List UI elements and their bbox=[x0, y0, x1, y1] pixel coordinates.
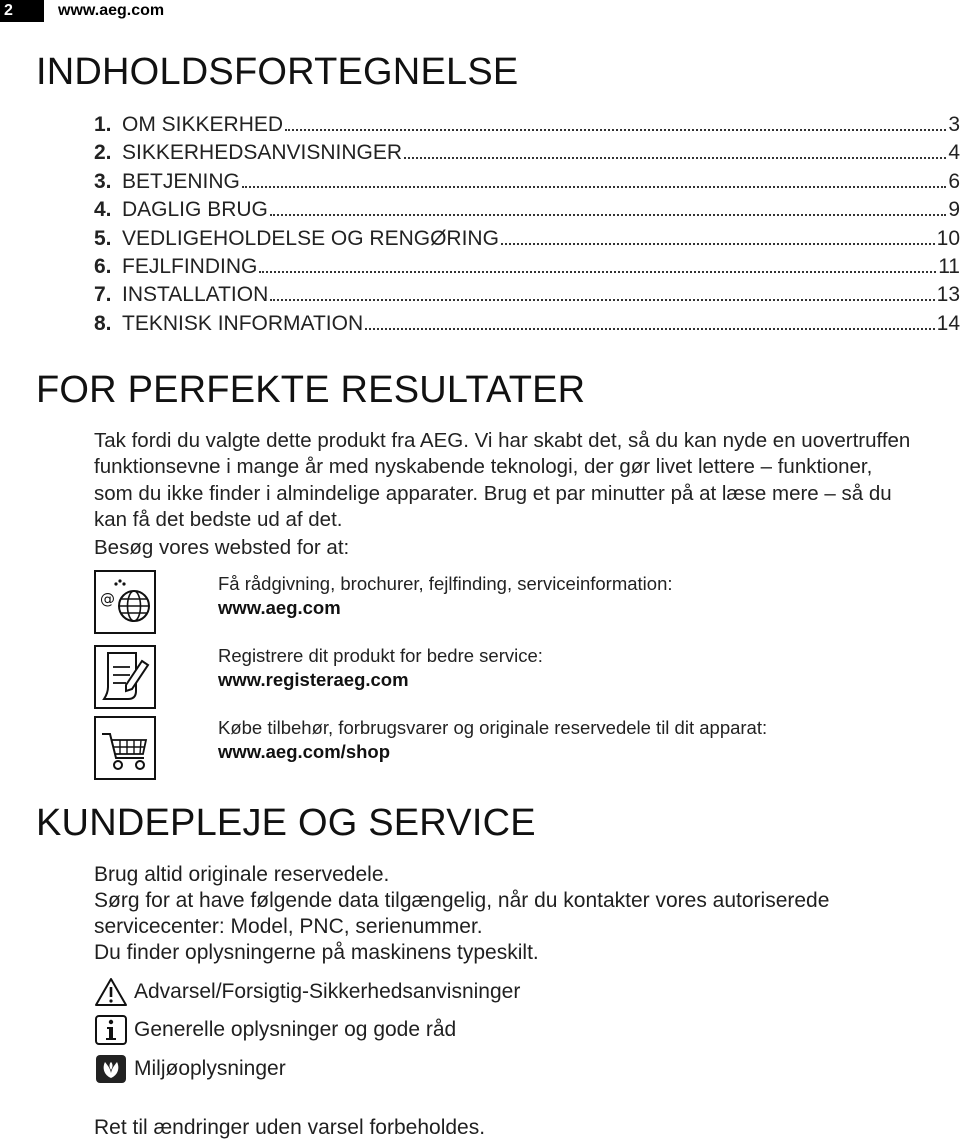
visit-website-text: Besøg vores websted for at: bbox=[94, 536, 350, 559]
care-text-line: servicecenter: Model, PNC, serienummer. bbox=[94, 915, 483, 938]
toc-entry-number: 1. bbox=[94, 113, 112, 136]
toc-entry-title: OM SIKKERHED bbox=[122, 113, 284, 136]
toc-entry[interactable] bbox=[94, 139, 960, 167]
toc-entry-number: 6. bbox=[94, 254, 112, 278]
toc-entry-page: 6 bbox=[948, 169, 960, 193]
service-url-shop[interactable]: www.aeg.com/shop bbox=[218, 741, 391, 762]
toc-entry-title: BETJENING bbox=[122, 169, 240, 193]
toc-leader-dots bbox=[259, 271, 936, 273]
toc-entry-number: 8. bbox=[94, 311, 112, 335]
warning-triangle-icon bbox=[94, 976, 128, 1008]
toc-entry-number: 5. bbox=[94, 226, 112, 250]
toc-leader-dots bbox=[365, 328, 935, 330]
toc-entry-page: 14 bbox=[936, 311, 960, 335]
toc-entry-page: 13 bbox=[936, 283, 960, 307]
info-icon bbox=[94, 1014, 128, 1046]
intro-paragraph: Tak fordi du valgte dette produkt fra AEG. Vi har skabt det, så du kan nyde en uovertruffen funktionsevne i mange år med nyskabende teknologi, der gør livet lettere – funktioner, som du ikke finder i almindelige apparater. Brug et par minutter på at læse mere – så du kan få det bedste ud af det. bbox=[94, 429, 911, 531]
toc-leader-dots bbox=[270, 299, 934, 301]
care-text-line: Brug altid originale reservedele. bbox=[94, 863, 390, 886]
toc-leader-dots bbox=[285, 129, 946, 131]
toc-entry-title: TEKNISK INFORMATION bbox=[122, 311, 364, 335]
toc-entry-number: 7. bbox=[94, 283, 112, 307]
legend-label: Miljøoplysninger bbox=[134, 1057, 286, 1080]
toc-heading: INDHOLDSFORTEGNELSE bbox=[36, 51, 519, 93]
toc-entry-title: DAGLIG BRUG bbox=[122, 198, 268, 222]
web-globe-icon bbox=[94, 570, 156, 634]
toc-entry-title: VEDLIGEHOLDELSE OG RENGØRING bbox=[122, 226, 499, 250]
service-description: Registrere dit produkt for bedre service: bbox=[218, 645, 543, 666]
toc-entry-page: 10 bbox=[936, 226, 960, 250]
footer-disclaimer: Ret til ændringer uden varsel forbeholdes. bbox=[94, 1116, 486, 1139]
service-url-aeg[interactable]: www.aeg.com bbox=[218, 597, 341, 618]
page-number: 2 bbox=[0, 0, 44, 22]
header-site-url[interactable]: www.aeg.com bbox=[58, 2, 165, 19]
care-text-line: Sørg for at have følgende data tilgængelig, når du kontakter vores autoriserede bbox=[94, 889, 830, 912]
environment-leaf-icon bbox=[94, 1053, 128, 1085]
service-description: Købe tilbehør, forbrugsvarer og originale reservedele til dit apparat: bbox=[218, 717, 768, 738]
toc-entry-page: 3 bbox=[948, 113, 960, 136]
toc-entry[interactable] bbox=[94, 281, 960, 309]
registration-form-icon bbox=[94, 645, 156, 709]
toc-entry-number: 4. bbox=[94, 198, 112, 222]
toc-entry-number: 2. bbox=[94, 141, 112, 165]
toc-entry[interactable] bbox=[94, 196, 960, 224]
svg-text:@: @ bbox=[100, 590, 115, 608]
toc-leader-dots bbox=[270, 214, 946, 216]
toc-entry-title: INSTALLATION bbox=[122, 283, 269, 307]
toc-entry[interactable] bbox=[94, 225, 960, 253]
toc-entry-title: FEJLFINDING bbox=[122, 254, 258, 278]
care-heading: KUNDEPLEJE OG SERVICE bbox=[36, 802, 536, 844]
toc-entry[interactable] bbox=[94, 168, 960, 196]
table-of-contents bbox=[94, 111, 960, 338]
toc-entry-number: 3. bbox=[94, 169, 112, 193]
toc-entry-title: SIKKERHEDSANVISNINGER bbox=[122, 141, 403, 165]
service-url-register[interactable]: www.registeraeg.com bbox=[218, 669, 409, 690]
toc-entry-page: 9 bbox=[948, 198, 960, 222]
toc-entry-page: 11 bbox=[938, 254, 960, 278]
care-text-line: Du finder oplysningerne på maskinens typeskilt. bbox=[94, 941, 539, 964]
shopping-cart-icon bbox=[94, 716, 156, 780]
toc-entry[interactable] bbox=[94, 310, 960, 338]
toc-entry-page: 4 bbox=[948, 141, 960, 165]
legend-label: Generelle oplysninger og gode råd bbox=[134, 1018, 457, 1041]
legend-label: Advarsel/Forsigtig-Sikkerhedsanvisninger bbox=[134, 980, 521, 1003]
toc-entry[interactable] bbox=[94, 253, 960, 281]
page-header bbox=[0, 0, 960, 22]
toc-leader-dots bbox=[242, 186, 946, 188]
service-description: Få rådgivning, brochurer, fejlfinding, serviceinformation: bbox=[218, 573, 673, 594]
toc-leader-dots bbox=[404, 157, 946, 159]
results-heading: FOR PERFEKTE RESULTATER bbox=[36, 369, 586, 411]
toc-entry[interactable] bbox=[94, 111, 960, 139]
toc-leader-dots bbox=[501, 243, 935, 245]
